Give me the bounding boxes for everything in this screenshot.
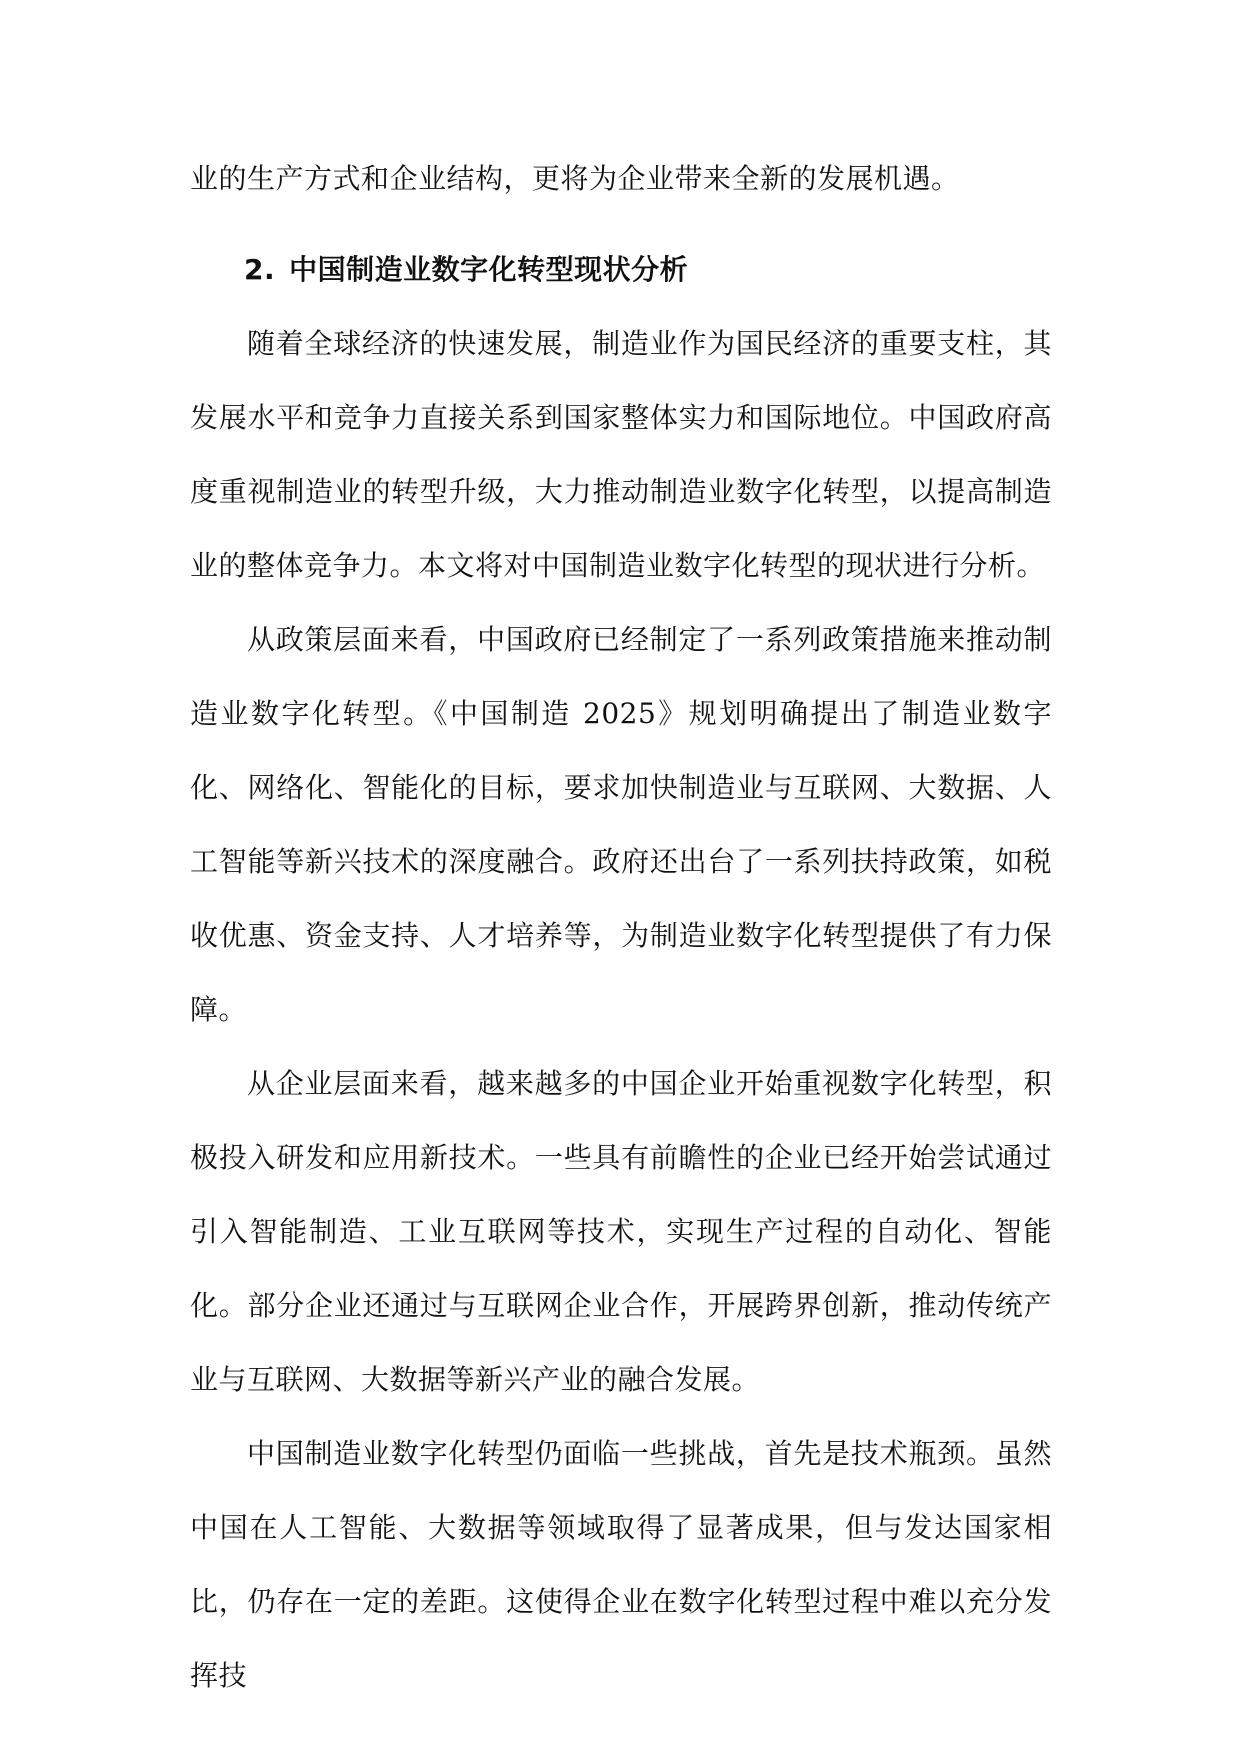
- paragraph-enterprise-level: 从企业层面来看，越来越多的中国企业开始重视数字化转型，积极投入研发和应用新技术。一些具有前瞻性的企业已经开始尝试通过引入智能制造、工业互联网等技术，实现生产过程的自动化、智能化。部分企业还通过与互联网企业合作，开展跨界创新，推动传统产业与互联网、大数据等新兴产业的融合发展。: [190, 1067, 1052, 1396]
- paragraph-status-overview: 随着全球经济的快速发展，制造业作为国民经济的重要支柱，其发展水平和竞争力直接关系到国家整体实力和国际地位。中国政府高度重视制造业的转型升级，大力推动制造业数字化转型，以提高制造业的整体竞争力。本文将对中国制造业数字化转型的现状进行分析。: [190, 327, 1052, 582]
- paragraph-policy-level: 从政策层面来看，中国政府已经制定了一系列政策措施来推动制造业数字化转型。《中国制造 2025》规划明确提出了制造业数字化、网络化、智能化的目标，要求加快制造业与互联网、大数据、人工智能等新兴技术的深度融合。政府还出台了一系列扶持政策，如税收优惠、资金支持、人才培养等，为制造业数字化转型提供了有力保障。: [190, 623, 1052, 1026]
- document-page: [190, 142, 1052, 1713]
- paragraph-challenges: 中国制造业数字化转型仍面临一些挑战，首先是技术瓶颈。虽然中国在人工智能、大数据等领域取得了显著成果，但与发达国家相比，仍存在一定的差距。这使得企业在数字化转型过程中难以充分发挥技: [190, 1437, 1052, 1692]
- section-number: 2.: [244, 253, 276, 286]
- section-heading: [190, 233, 1052, 307]
- continuation-paragraph: 业的生产方式和企业结构，更将为企业带来全新的发展机遇。: [190, 162, 960, 195]
- section-title: 中国制造业数字化转型现状分析: [289, 253, 689, 286]
